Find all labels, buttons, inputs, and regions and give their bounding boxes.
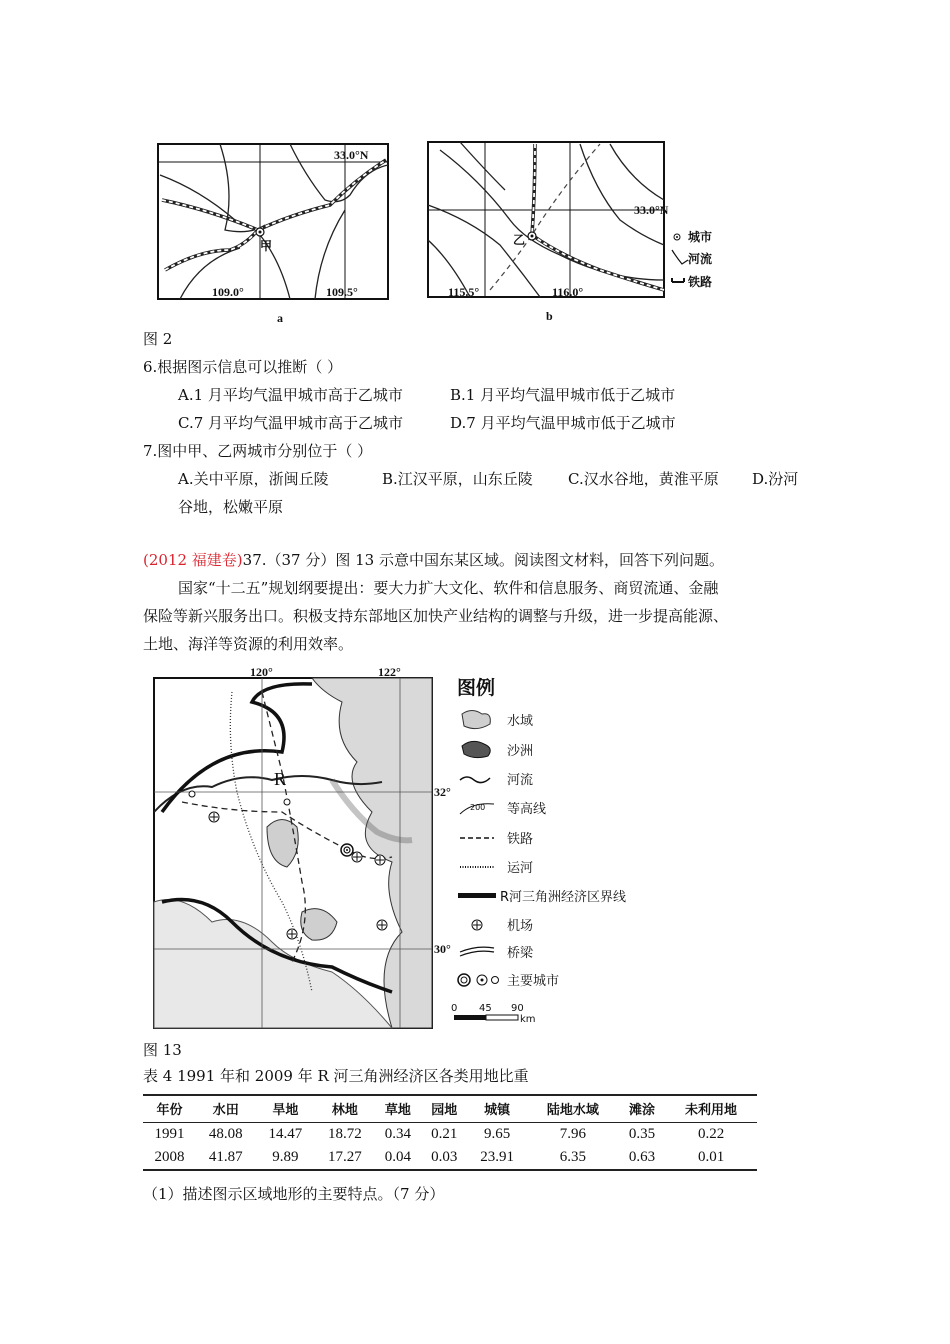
fig13-lon2-label: 122° — [378, 665, 401, 679]
q7-option-b[interactable]: B.江汉平原，山东丘陵 — [382, 470, 533, 488]
figure-2-caption: 图 2 — [143, 330, 173, 348]
fig13-lat2-label: 30° — [434, 942, 451, 956]
table-cell: 1991 — [154, 1126, 185, 1142]
fig13-legend — [451, 676, 626, 1025]
table-header-cell: 水田 — [196, 1095, 256, 1123]
scale-tick-45: 45 — [479, 1003, 492, 1014]
table-4-title: 表 4 1991 年和 2009 年 R 河三角洲经济区各类用地比重 — [143, 1067, 529, 1085]
legend-railway-label: 铁路 — [688, 275, 713, 289]
table-cell: 7.96 — [559, 1126, 586, 1142]
table-header-cell: 林地 — [315, 1095, 375, 1123]
legend-river-icon — [672, 250, 688, 264]
table-cell: 9.65 — [484, 1126, 511, 1142]
legend-sandbar-label: 沙洲 — [507, 744, 534, 759]
q7-option-c[interactable]: C.汉水谷地，黄淮平原 — [568, 470, 719, 488]
table-cell: 0.03 — [421, 1146, 467, 1170]
legend-river-label: 河流 — [688, 252, 713, 266]
map-a-lat-label: 33.0°N — [334, 148, 369, 162]
map-a-sublabel: a — [277, 311, 283, 325]
scale-unit: km — [520, 1014, 536, 1025]
q37-para-2: 保险等新兴服务出口。积极支持东部地区加快产业结构的调整与升级，进一步提高能源、 — [143, 607, 729, 625]
table-cell: 0.35 — [628, 1126, 656, 1142]
fig13-river-label: R — [274, 769, 287, 789]
q6-option-c[interactable]: C.7 月平均气温甲城市高于乙城市 — [178, 414, 404, 432]
map-a-lon1-label: 109.0° — [212, 285, 244, 299]
map-b-lon1-label: 115.5° — [448, 285, 480, 299]
map-b-sublabel: b — [546, 309, 553, 323]
table-cell: 9.89 — [256, 1146, 316, 1170]
q6-option-a[interactable]: A.1 月平均气温甲城市高于乙城市 — [178, 386, 403, 404]
figure-13-caption: 图 13 — [143, 1041, 182, 1059]
table-row — [143, 1146, 757, 1170]
q37-para-3: 土地、海洋等资源的利用效率。 — [143, 635, 354, 653]
figure-13-map — [142, 662, 672, 1032]
land-use-table — [143, 1094, 757, 1171]
table-cell: 0.01 — [665, 1146, 757, 1170]
map-b-lon2-label: 116.0° — [552, 285, 584, 299]
q7-option-d[interactable]: D.汾河 — [752, 470, 799, 488]
table-cell: 2008 — [143, 1146, 196, 1170]
table-row — [143, 1123, 757, 1147]
map-b — [428, 142, 669, 323]
table-header-cell: 旱地 — [256, 1095, 316, 1123]
table-cell: 23.91 — [467, 1146, 527, 1170]
legend-river-label: 河流 — [507, 773, 534, 788]
legend-title: 图例 — [457, 677, 496, 699]
table-cell: 6.35 — [527, 1146, 619, 1170]
q37-source: (2012 福建卷) — [143, 551, 243, 569]
table-header-cell: 陆地水域 — [527, 1095, 619, 1123]
table-header-cell: 草地 — [375, 1095, 421, 1123]
legend-bridge-icon — [460, 947, 494, 956]
legend-boundary-icon — [458, 893, 496, 898]
fig13-lon1-label: 120° — [250, 665, 273, 679]
q6-option-d[interactable]: D.7 月平均气温甲城市低于乙城市 — [450, 414, 676, 432]
q6-stem: 6.根据图示信息可以推断（ ） — [143, 358, 343, 376]
q37-para-1: 国家“十二五”规划纲要提出：要大力扩大文化、软件和信息服务、商贸流通、金融 — [178, 579, 719, 597]
legend-river-icon — [460, 777, 490, 783]
fig13-lat1-label: 32° — [434, 785, 451, 799]
figure-2-maps — [140, 130, 740, 330]
map-a-city-label: 甲 — [260, 239, 273, 253]
map-a-lon2-label: 109.5° — [326, 285, 358, 299]
fig13-map-area — [154, 665, 451, 1028]
legend-airport-label: 机场 — [507, 919, 534, 934]
table-cell: 14.47 — [268, 1126, 303, 1142]
table-header-cell: 滩涂 — [619, 1095, 665, 1123]
table-header-cell: 城镇 — [467, 1095, 527, 1123]
legend-railway-label: 铁路 — [507, 832, 534, 847]
table-cell: 0.22 — [697, 1126, 725, 1142]
legend-canal-label: 运河 — [507, 861, 534, 876]
map-b-lat-label: 33.0°N — [634, 203, 669, 217]
table-cell: 18.72 — [328, 1126, 362, 1142]
table-header-row — [143, 1095, 757, 1123]
table-cell: 17.27 — [315, 1146, 375, 1170]
q7-option-a[interactable]: A.关中平原，浙闽丘陵 — [178, 470, 329, 488]
map-a — [158, 144, 388, 325]
q37-subquestion-1: （1）描述图示区域地形的主要特点。（7 分） — [143, 1185, 445, 1203]
table-header-cell: 年份 — [143, 1095, 196, 1123]
table-cell: 48.08 — [208, 1126, 243, 1142]
legend-water-label: 水域 — [507, 714, 534, 729]
legend-city-label: 城市 — [688, 230, 713, 244]
q7-stem: 7.图中甲、乙两城市分别位于（ ） — [143, 442, 373, 460]
legend-city-icon — [458, 974, 499, 986]
table-cell: 0.63 — [619, 1146, 665, 1170]
legend-contour-label: 等高线 — [507, 802, 547, 817]
legend-railway-icon — [672, 278, 684, 282]
legend-bridge-label: 桥梁 — [507, 946, 534, 961]
legend-boundary-label: R河三角洲经济区界线 — [500, 890, 627, 905]
scale-tick-0: 0 — [451, 1003, 458, 1014]
q7-option-d-cont: 谷地，松嫩平原 — [178, 498, 284, 516]
q37-stem-line — [143, 550, 724, 570]
table-cell: 0.04 — [375, 1146, 421, 1170]
table-cell: 0.34 — [384, 1126, 411, 1142]
q37-stem: 37.（37 分）图 13 示意中国东某区域。阅读图文材料，回答下列问题。 — [242, 551, 724, 569]
legend-contour-value: 200 — [470, 803, 486, 812]
scale-tick-90: 90 — [511, 1003, 524, 1014]
legend-sandbar-icon — [462, 741, 490, 757]
scale-bar — [451, 1003, 536, 1025]
fig2-legend — [672, 229, 712, 289]
legend-water-icon — [462, 711, 490, 729]
table-header-cell: 未利用地 — [665, 1095, 757, 1123]
q6-option-b[interactable]: B.1 月平均气温甲城市低于乙城市 — [450, 386, 676, 404]
table-cell: 0.21 — [431, 1126, 458, 1142]
map-b-city-label: 乙 — [513, 233, 526, 247]
legend-airport-icon — [472, 920, 482, 930]
legend-city-label: 主要城市 — [507, 974, 560, 989]
table-cell: 41.87 — [196, 1146, 256, 1170]
table-header-cell: 园地 — [421, 1095, 467, 1123]
